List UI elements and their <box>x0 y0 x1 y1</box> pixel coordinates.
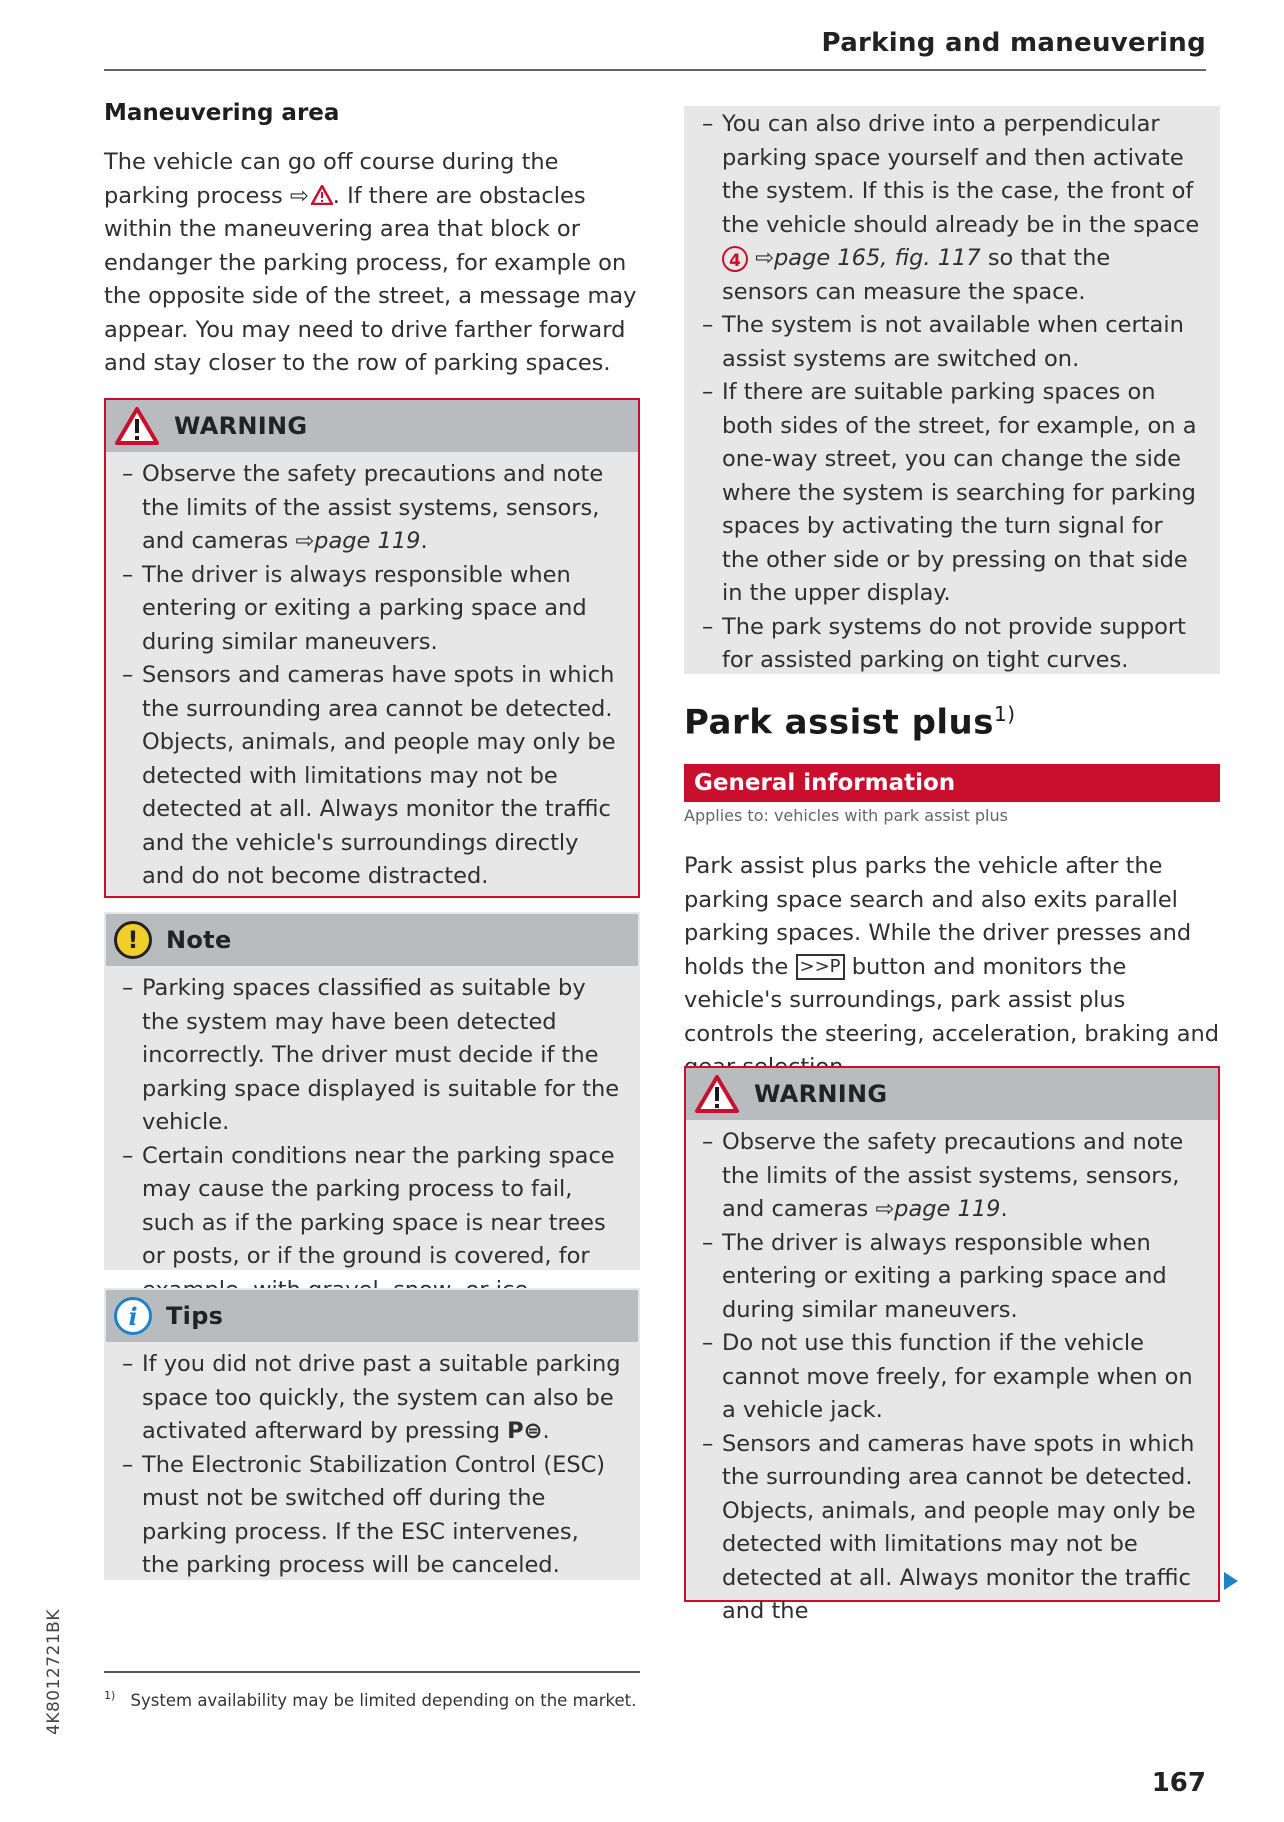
item-text: Observe the safety precautions and note the limits of the assist systems, sensors, and cameras ⇨ <box>722 1129 1184 1222</box>
warning-box-2-list <box>686 1120 1218 1639</box>
footnote-reference: 1) <box>994 702 1016 726</box>
continue-arrow-icon <box>1224 1572 1238 1590</box>
list-item: – Sensors and cameras have spots in which the surrounding area cannot be detected. Objects, animals, and people may only be detected with limitations may not be detected at all. Always monitor the traffic and the vehicle's surroundings directly and do not become distracted. <box>122 659 622 894</box>
maneuvering-text-post: . If there are obstacles within the maneuvering area that block or endanger the parking process, for example on the opposite side of the street, a message may appear. You may need to drive farther forward and stay closer to the row of parking spaces. <box>104 182 637 376</box>
item-text: . <box>542 1418 550 1444</box>
exclamation-icon: ! <box>114 921 152 959</box>
note-box-header <box>106 914 638 966</box>
note-box-title: Note <box>166 926 232 954</box>
warning-box-2 <box>684 1066 1220 1624</box>
item-text: so that the sensors can measure the space. <box>722 245 1111 305</box>
maneuvering-paragraph <box>104 146 640 381</box>
list-item: – If there are suitable parking spaces on both sides of the street, for example, on a one-way street, you can change the side where the system is searching for parking spaces by activating the turn signal for the other side or by pressing on that side in the upper display. <box>702 376 1202 611</box>
footnote-mark: 1) <box>104 1689 116 1702</box>
note-box-list <box>106 966 638 1317</box>
cross-reference-link[interactable]: page 119 <box>894 1196 1001 1222</box>
list-item: – The system is not available when certain assist systems are switched on. <box>702 309 1202 376</box>
subsection-heading-bar: General information <box>684 764 1220 802</box>
item-text: . <box>420 528 428 554</box>
warning-triangle-icon <box>311 185 333 205</box>
list-item: – The driver is always responsible when entering or exiting a parking space and during similar maneuvers. <box>122 559 622 660</box>
parking-button-symbol: P⊜ <box>507 1418 543 1444</box>
cross-reference-link[interactable]: page 165, fig. 117 <box>774 245 981 271</box>
tips-box <box>104 1288 640 1580</box>
footnote <box>104 1683 644 1713</box>
warning-triangle-icon <box>114 406 160 446</box>
callout-marker: 4 <box>722 246 748 272</box>
list-item: – Do not use this function if the vehicle cannot move freely, for example when on a vehicle jack. <box>702 1327 1202 1428</box>
note-box <box>104 912 640 1270</box>
footnote-rule <box>104 1671 640 1673</box>
warning-box-1-title: WARNING <box>174 412 308 440</box>
section-title <box>684 702 1220 742</box>
paragraph-text-post: button and monitors the vehicle's surroundings, park assist plus controls the steering, acceleration, braking and <box>684 953 1220 1047</box>
warning-triangle-icon <box>694 1074 740 1114</box>
cross-reference-link[interactable]: page 119 <box>314 528 421 554</box>
warning-box-2-title: WARNING <box>754 1080 888 1108</box>
running-head: Parking and maneuvering <box>821 28 1206 58</box>
item-text: If you did not drive past a suitable parking space too quickly, the system can also be activated afterward by pressing <box>142 1351 621 1444</box>
warning-box-1-header <box>106 400 638 452</box>
maneuvering-heading: Maneuvering area <box>104 100 340 126</box>
continued-list-box <box>684 106 1220 674</box>
warning-box-1 <box>104 398 640 898</box>
header-rule <box>104 69 1206 71</box>
page-number: 167 <box>1151 1768 1206 1798</box>
item-text: Observe the safety precautions and note the limits of the assist systems, sensors, and cameras ⇨ <box>142 461 604 554</box>
park-assist-paragraph <box>684 850 1220 1085</box>
document-id-text: 4K8012721BK <box>44 1609 64 1735</box>
list-item <box>702 1126 1202 1227</box>
continued-list <box>686 108 1218 688</box>
list-item: – The Electronic Stabilization Control (ESC) must not be switched off during the parking process. If the ESC intervenes, the parking process will be canceled. <box>122 1449 622 1583</box>
park-button-symbol: >>P <box>796 954 845 980</box>
document-id <box>44 1609 84 1745</box>
info-icon: i <box>114 1297 152 1335</box>
paragraph-text-pre: Park assist plus parks the vehicle after the parking space search and also exits parallel parking spaces. While the driver presses and holds the <box>684 853 1192 980</box>
list-item: – The driver is always responsible when entering or exiting a parking space and during similar maneuvers. <box>702 1227 1202 1328</box>
tips-box-list <box>106 1342 638 1593</box>
applies-to-note: Applies to: vehicles with park assist plus <box>684 806 1008 825</box>
footnote-text: System availability may be limited depending on the market. <box>130 1690 637 1710</box>
list-item: – The park systems do not provide support for assisted parking on tight curves. <box>702 611 1202 678</box>
tips-box-header <box>106 1290 638 1342</box>
item-text: . <box>1000 1196 1008 1222</box>
list-item: – Parking spaces classified as suitable by the system may have been detected incorrectly. The driver must decide if the parking space displayed is suitable for the vehicle. <box>122 972 622 1140</box>
list-item <box>122 458 622 559</box>
list-item: – Certain conditions near the parking space may cause the parking process to fail, such as if the parking space is near trees or posts, or if the ground is covered, for <box>122 1140 622 1308</box>
item-text: ⇨ <box>748 245 775 271</box>
item-text: You can also drive into a perpendicular parking space yourself and then activate the system. If this is the case, the front of the vehicle should already be in the space <box>722 111 1200 238</box>
maneuvering-text-pre: The vehicle can go off course during the parking process ⇨ <box>104 149 559 209</box>
list-item: – Sensors and cameras have spots in which the surrounding area cannot be detected. Objects, animals, and people may only be detected with limitations may not be detected at all. Always monitor the traffic and the <box>702 1428 1202 1629</box>
section-title-text: Park assist plus <box>684 702 994 743</box>
tips-box-title: Tips <box>166 1302 224 1330</box>
list-item <box>702 108 1202 309</box>
warning-box-2-header <box>686 1068 1218 1120</box>
warning-box-1-list <box>106 452 638 904</box>
list-item <box>122 1348 622 1449</box>
